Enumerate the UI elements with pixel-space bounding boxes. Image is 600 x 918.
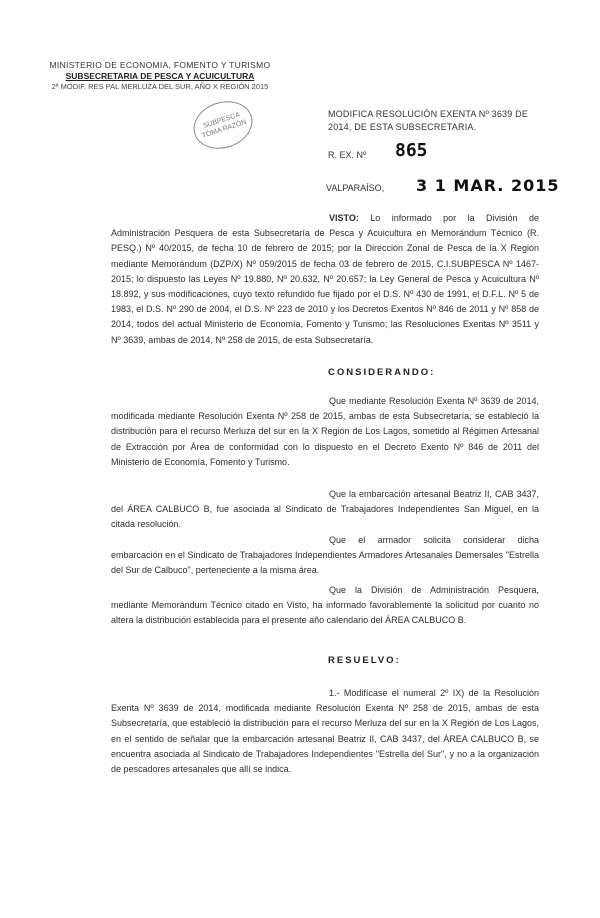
document-code: 2ª MODIF. RES PAL MERLUZA DEL SUR, AÑO X REGIÓN 2015 [51,82,269,91]
considerando-4: Que la División de Administración Pesquera, mediante Memorándum Técnico citado en Visto, ha informado favorablemente la solicitud por cuanto no altera la distribución establecida para el presente año calendario del ÁREA CALBUCO B. [111,585,539,626]
visto-paragraph [111,211,539,348]
ministry-name: MINISTERIO DE ECONOMIA, FOMENTO Y TURISMO [49,60,271,70]
subsecretaria-name: SUBSECRETARIA DE PESCA Y ACUICULTURA [65,71,255,81]
considerando-2: Que la embarcación artesanal Beatriz II, CAB 3437, del ÁREA CALBUCO B, fue asociada al Sindicato de Trabajadores Independientes San Miguel, en la citada resolución. [111,489,539,530]
document-date: 3 1 MAR. 2015 [416,176,560,195]
letterhead [40,60,280,92]
resolution-number: 865 [395,140,428,161]
place-label: VALPARAÍSO, [326,183,385,193]
document-subject: MODIFICA RESOLUCIÓN EXENTA Nº 3639 DE 2014, DE ESTA SUBSECRETARIA. [328,109,529,132]
official-stamp [187,94,258,156]
stamp-text: SUBPESCA TOMA RAZÓN [201,111,248,140]
visto-lead: VISTO: [329,213,359,223]
considerando-1: Que mediante Resolución Exenta Nº 3639 de 2014, modificada mediante Resolución Exenta Nº 258 de 2015, ambas de esta Subsecretaría, se estableció la distribución para el recurso Merluza del sur en la X Región de Los Lagos, sometido al Régimen Artesanal de Extracción por Área de conformidad con lo dispuesto en el Decreto Exento Nº 846 de 2011 del Ministerio de Economía, Fomento y Turismo. [111,396,539,467]
considerando-3: Que el armador solicita considerar dicha embarcación en el Sindicato de Trabajadores Independientes Armadores Artesanales Demersales "Estrella del Sur de Calbuco", perteneciente a la misma área. [111,535,539,576]
visto-text: Lo informado por la División de Administración Pesquera de esta Subsecretaría de Pesca y Acuicultura en Memorándum Técnico (R. PESQ.) Nº 40/2015, de fecha 10 de febrero de 2015; por la Dirección Zonal de Pesca de la X Región mediante Memorándum (DZP/X) Nº 059/2015 de fecha 03 de febrero de 2015, C.I.SUBPESCA Nº 1467-2015; lo dispuesto las Leyes Nº 19.880, Nº 20.632, Nº 20.657; la Ley General de Pesca y Acuicultura Nº 18.892, y sus modificaciones, cuyo texto refundido fue fijado por el D.S. Nº 430 de 1991, el D.F.L. Nº 5 de 1983, el D.S. Nº 290 de 2004, el D.S. Nº 223 de 2010 y los Decretos Exentos Nº 846 de 2011 y Nº 858 de 2014, todos del actual Ministerio de Economía, Fomento y Turismo; las Resoluciones Exentas Nº 3511 y Nº 3639, ambas de 2014, Nº 258 de 2015, de esta Subsecretaría. [111,213,539,345]
considerando-heading: CONSIDERANDO: [328,367,436,378]
resolution-label: R. EX. Nº [328,150,367,160]
resuelvo-1: 1.- Modifícase el numeral 2º IX) de la Resolución Exenta Nº 3639 de 2014, modificada mediante Resolución Exenta Nº 258 de 2015, ambas de esta Subsecretaría, que estableció la distribución para el recurso Merluza del sur en la X Región de Los Lagos, en el sentido de señalar que la embarcación artesanal Beatriz II, CAB 3437, del ÁREA CALBUCO B, se encuentra asociada al Sindicato de Trabajadores Independientes "Estrella del Sur", y no a la organización de pescadores artesanales que allí se indica. [111,688,539,775]
resuelvo-heading: RESUELVO: [328,655,401,666]
